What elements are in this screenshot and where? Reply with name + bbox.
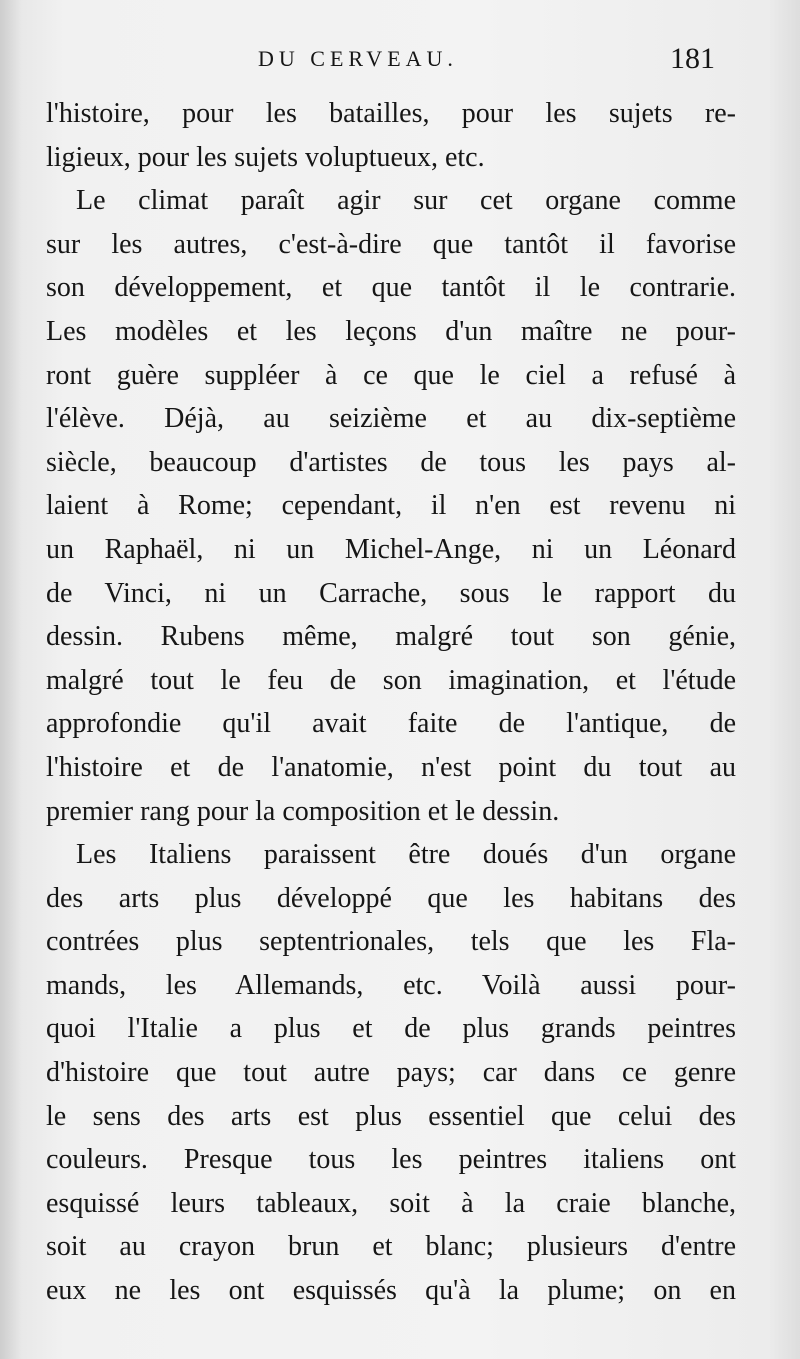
text-line: soit au crayon brun et blanc; plusieurs d'entre	[46, 1231, 736, 1263]
text-line: le sens des arts est plus essentiel que celui des	[46, 1100, 736, 1132]
text-line: d'histoire que tout autre pays; car dans ce genre	[46, 1057, 736, 1089]
text-line: malgré tout le feu de son imagination, et l'étude	[46, 664, 736, 696]
text-line: de Vinci, ni un Carrache, sous le rapport du	[46, 577, 736, 609]
text-line: laient à Rome; cependant, il n'en est revenu ni	[46, 490, 736, 522]
header-title: DU CERVEAU.	[258, 46, 458, 71]
running-header	[0, 42, 800, 80]
text-line: mands, les Allemands, etc. Voilà aussi pour-	[46, 969, 736, 1001]
text-line: l'histoire et de l'anatomie, n'est point du tout au	[46, 751, 736, 783]
text-line: esquissé leurs tableaux, soit à la craie blanche,	[46, 1187, 736, 1219]
text-line: son développement, et que tantôt il le contrarie.	[46, 272, 736, 304]
gutter-shadow	[0, 0, 22, 1359]
text-line: quoi l'Italie a plus et de plus grands peintres	[46, 1013, 736, 1045]
page-number: 181	[670, 42, 715, 75]
text-line: premier rang pour la composition et le dessin.	[46, 795, 560, 827]
text-line: Les modèles et les leçons d'un maître ne pour-	[46, 315, 736, 347]
text-line: des arts plus développé que les habitans des	[46, 882, 736, 914]
text-line: siècle, beaucoup d'artistes de tous les pays al-	[46, 446, 736, 478]
text-line: approfondie qu'il avait faite de l'antique, de	[46, 708, 736, 740]
text-line: Les Italiens paraissent être doués d'un organe	[76, 839, 736, 871]
text-line: contrées plus septentrionales, tels que les Fla-	[46, 926, 736, 958]
text-line: ront guère suppléer à ce que le ciel a refusé à	[46, 359, 736, 391]
text-line: Le climat paraît agir sur cet organe comme	[76, 185, 736, 217]
text-line: l'histoire, pour les batailles, pour les sujets re-	[46, 98, 736, 129]
text-line: eux ne les ont esquissés qu'à la plume; on en	[46, 1275, 736, 1307]
text-line: couleurs. Presque tous les peintres italiens ont	[46, 1144, 736, 1176]
text-line: un Raphaël, ni un Michel-Ange, ni un Léonard	[46, 533, 736, 565]
text-line: sur les autres, c'est-à-dire que tantôt il favorise	[46, 228, 736, 260]
text-line: l'élève. Déjà, au seizième et au dix-septième	[46, 403, 736, 435]
text-line: ligieux, pour les sujets voluptueux, etc.	[46, 141, 485, 173]
text-line: dessin. Rubens même, malgré tout son génie,	[46, 621, 736, 653]
body-text	[46, 92, 736, 1313]
